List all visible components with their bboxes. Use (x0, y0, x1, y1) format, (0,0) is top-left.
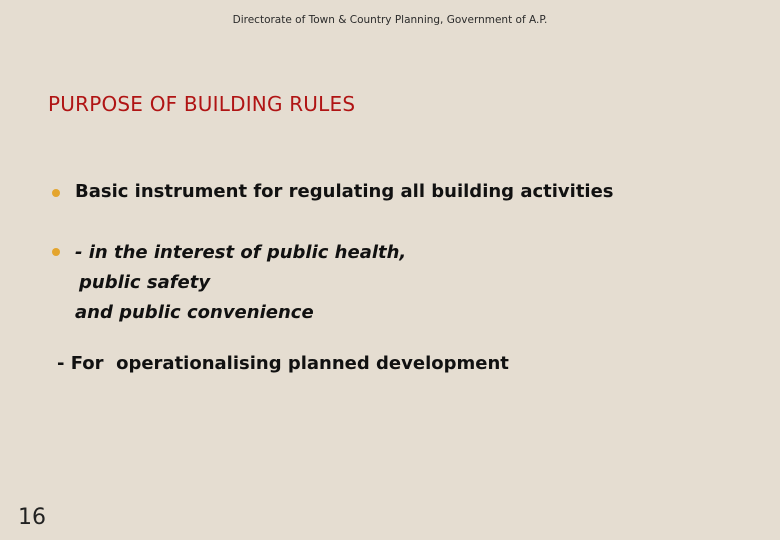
plain-text-line: - For operationalising planned development (57, 353, 509, 374)
bullet-marker (52, 248, 60, 256)
bullet-line: and public convenience (75, 302, 314, 323)
bullet-marker (52, 189, 60, 197)
bullet-item-2 (75, 238, 406, 328)
slide-title: PURPOSE OF BUILDING RULES (48, 92, 356, 116)
bullet-line: public safety (79, 272, 211, 293)
bullet-line: - in the interest of public health, (75, 242, 407, 263)
slide-number: 16 (18, 505, 46, 530)
slide-header: Directorate of Town & Country Planning, Government of A.P. (232, 14, 548, 26)
bullet-item-1: Basic instrument for regulating all building activities (75, 181, 614, 202)
